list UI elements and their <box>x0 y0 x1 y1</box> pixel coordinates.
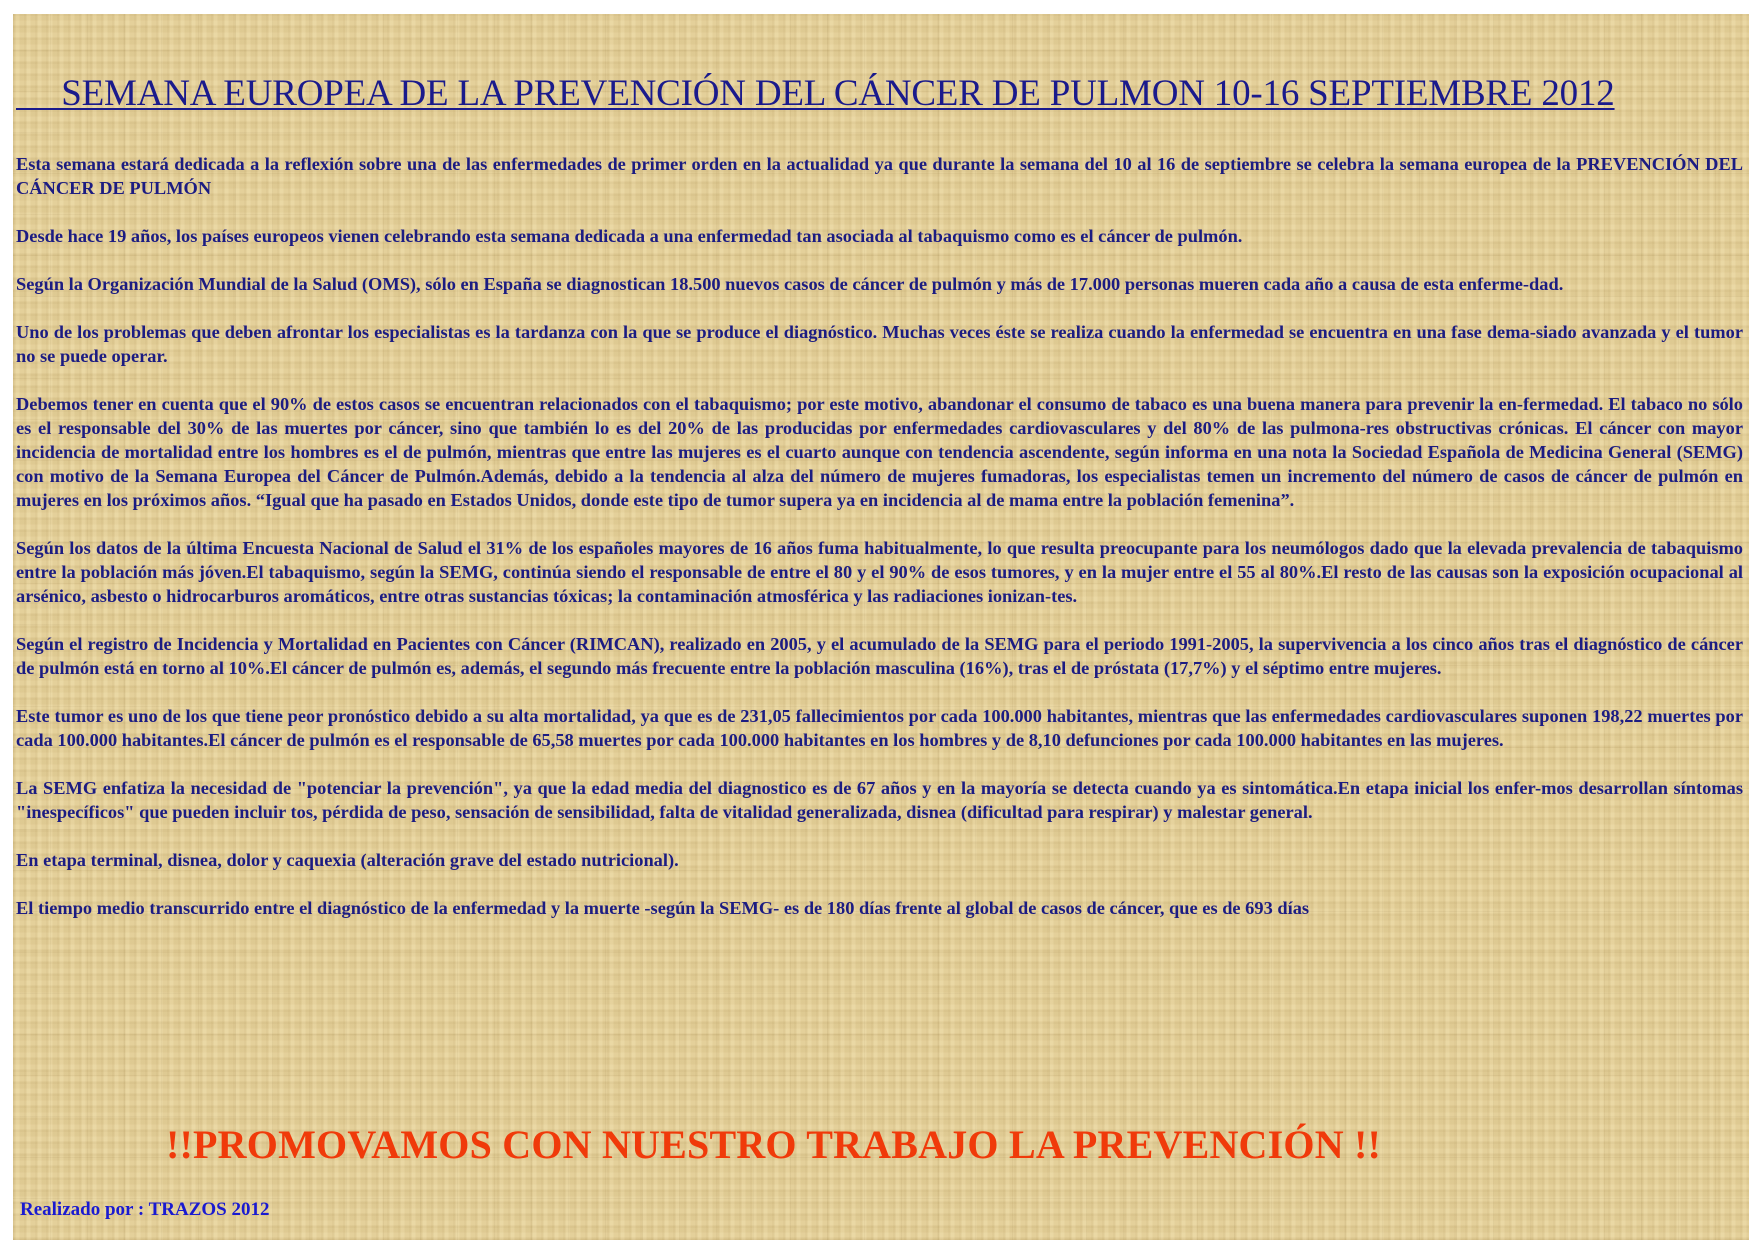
poster-page <box>13 14 1749 1240</box>
article-body <box>16 152 1743 944</box>
slogan: !!PROMOVAMOS CON NUESTRO TRABAJO LA PREVENCIÓN !! <box>166 1122 1382 1167</box>
paragraph-health-survey: Según los datos de la última Encuesta Nacional de Salud el 31% de los españoles mayores de 16 años fuma habitualmente, lo que resulta preocupante para los neumólogos dado que la elevada prevalencia de tabaquismo entre la población más jóven.El tabaquismo, según la SEMG, continúa siendo el responsable de entre el 80 y el 90% de esos tumores, y en la mujer entre el 55 al 80%.El resto de las causas son la exposición ocupacional al arsénico, asbesto o hidrocarburos aromáticos, entre otras sustancias tóxicas; la contaminación atmosférica y las radiaciones ionizan-tes. <box>16 538 1743 606</box>
paragraph-intro: Esta semana estará dedicada a la reflexión sobre una de las enfermedades de primer orden en la actualidad ya que durante la semana del 10 al 16 de septiembre se celebra la semana europea de la PREVENCIÓN DEL CÁNCER DE PULMÓN <box>16 154 1743 198</box>
paragraph-prevention: La SEMG enfatiza la necesidad de "potenciar la prevención", ya que la edad media del diagnostico es de 67 años y en la mayoría se detecta cuando ya es sintomática.En etapa inicial los enfer-mos desarrollan síntomas "inespecíficos" que pueden incluir tos, pérdida de peso, sensación de sensibilidad, falta de vitalidad generalizada, disnea (dificultad para respirar) y malestar general. <box>16 778 1743 822</box>
paragraph-rimcan: Según el registro de Incidencia y Mortalidad en Pacientes con Cáncer (RIMCAN), realizado en 2005, y el acumulado de la SEMG para el periodo 1991-2005, la supervivencia a los cinco años tras el diagnóstico de cáncer de pulmón está en torno al 10%.El cáncer de pulmón es, además, el segundo más frecuente entre la población masculina (16%), tras el de próstata (17,7%) y el séptimo entre mujeres. <box>16 634 1743 678</box>
paragraph-oms-statistics: Según la Organización Mundial de la Salud (OMS), sólo en España se diagnostican 18.500 nuevos casos de cáncer de pulmón y más de 17.000 personas mueren cada año a causa de esta enferme-dad. <box>16 274 1564 294</box>
paragraph-mortality: Este tumor es uno de los que tiene peor pronóstico debido a su alta mortalidad, ya que es de 231,05 fallecimientos por cada 100.000 habitantes, mientras que las enfermedades cardiovasculares suponen 198,22 muertes por cada 100.000 habitantes.El cáncer de pulmón es el responsable de 65,58 muertes por cada 100.000 habitantes en los hombres y de 8,10 defunciones por cada 100.000 habitantes en las mujeres. <box>16 706 1743 750</box>
page-title: SEMANA EUROPEA DE LA PREVENCIÓN DEL CÁNCER DE PULMON 10-16 SEPTIEMBRE 2012 <box>16 73 1615 114</box>
paragraph-survival-time: El tiempo medio transcurrido entre el diagnóstico de la enfermedad y la muerte -según la SEMG- es de 180 días frente al global de casos de cáncer, que es de 693 días <box>16 898 1310 918</box>
credit-line: Realizado por : TRAZOS 2012 <box>20 1199 270 1220</box>
paragraph-tobacco: Debemos tener en cuenta que el 90% de estos casos se encuentran relacionados con el tabaquismo; por este motivo, abandonar el consumo de tabaco es una buena manera para prevenir la en-fermedad. El tabaco no sólo es el responsable del 30% de las muertes por cáncer, sino que también lo es del 20% de las producidas por enfermedades cardiovasculares y del 80% de las pulmona-res obstructivas crónicas. El cáncer con mayor incidencia de mortalidad entre los hombres es el de pulmón, mientras que entre las mujeres es el cuarto aunque con tendencia ascendente, según informa en una nota la Sociedad Española de Medicina General (SEMG) con motivo de la Semana Europea del Cáncer de Pulmón.Además, debido a la tendencia al alza del número de mujeres fumadoras, los especialistas temen un incremento del número de casos de cáncer de pulmón en mujeres en los próximos años. “Igual que ha pasado en Estados Unidos, donde este tipo de tumor supera ya en incidencia al de mama entre la población femenina”. <box>16 394 1743 510</box>
paragraph-diagnosis-delay: Uno de los problemas que deben afrontar los especialistas es la tardanza con la que se produce el diagnóstico. Muchas veces éste se realiza cuando la enfermedad se encuentra en una fase dema-siado avanzada y el tumor no se puede operar. <box>16 322 1743 366</box>
paragraph-history: Desde hace 19 años, los países europeos vienen celebrando esta semana dedicada a una enfermedad tan asociada al tabaquismo como es el cáncer de pulmón. <box>16 226 1243 246</box>
paragraph-terminal-stage: En etapa terminal, disnea, dolor y caquexia (alteración grave del estado nutricional). <box>16 850 679 870</box>
